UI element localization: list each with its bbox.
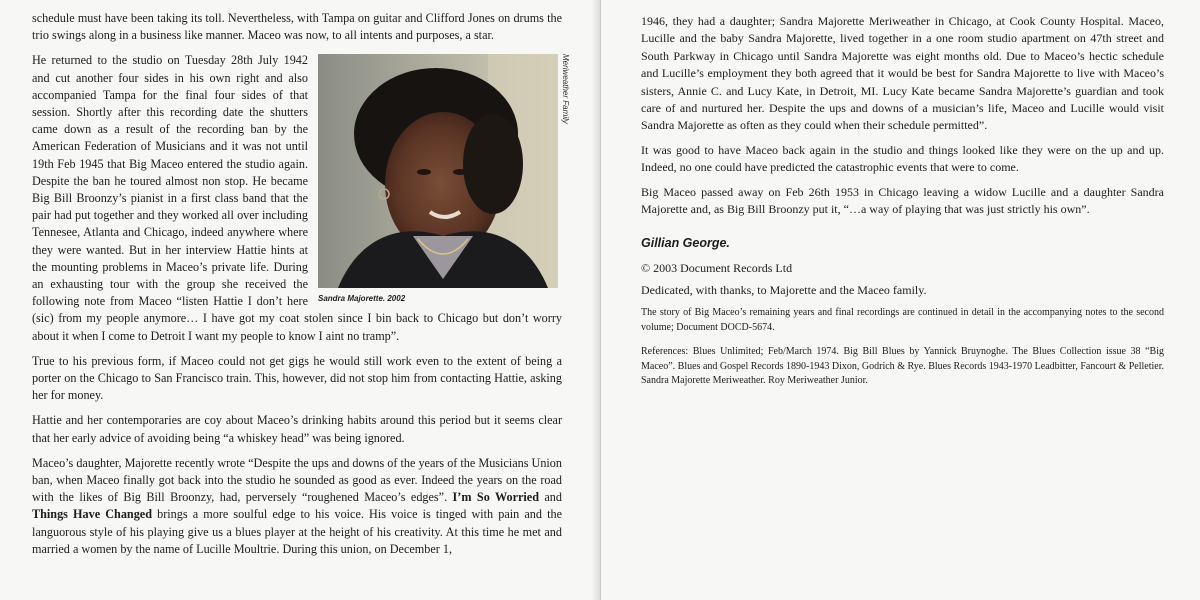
paragraph-1: schedule must have been taking its toll. Nevertheless, with Tampa on guitar and Clifford Jones on drums the trio swings along in a business like manner. Maceo was now, to all intents and purposes, a star.	[32, 11, 562, 43]
paragraph-3: Big Maceo passed away on Feb 26th 1953 in Chicago leaving a widow Lucille and a daughter Sandra Majorette and, as Big Bill Broonzy put it, “…a way of playing that was just strictly his own”.	[641, 184, 1164, 217]
paragraph-1: 1946, they had a daughter; Sandra Majorette Meriweather in Chicago, at Cook County Hospital. Maceo, Lucille and the baby Sandra Majorette, lived together in a one room studio apartment on 47th street and South Parkway in Chicago until Sandra Majorette was eight months old. Due to Maceo’s hectic schedule and Lucille’s employment they both agreed that it would be best for Sandra Majorette to live with Maceo’s sisters, Annie C. and Lucy Kate, in Detroit, MI. Lucy Kate became Sandra Majorette’s guardian and took care of and nurtured her. Despite the ups and downs of a musician’s life, Maceo and Lucille would visit Sandra Majorette as often as they could when their schedule permitted”.	[641, 14, 1164, 133]
photo-block	[318, 54, 572, 304]
copyright-line: © 2003 Document Records Ltd	[641, 261, 793, 276]
photo-caption: Sandra Majorette. 2002	[318, 294, 406, 304]
photo-credit: Meriweather Family	[561, 54, 570, 125]
song-title-1: I’m So Worried	[452, 490, 539, 505]
paragraph-2	[32, 52, 570, 344]
story-note: The story of Big Maceo’s remaining years and final recordings are continued in detail in the accompanying notes to the second volume; Document DOCD-5674.	[641, 307, 1164, 333]
dedication-line: Dedicated, with thanks, to Majorette and the Maceo family.	[641, 282, 927, 297]
author-signature: Gillian George.	[641, 236, 730, 251]
portrait-photo	[318, 54, 558, 288]
paragraph-5: Maceo’s daughter, Majorette recently wrote “Despite the ups and downs of the years of the Musicians Union ban, when Maceo finally got back into the studio he sounded as good as ever. Indeed the years on the road with the likes of Big Bill Broonzy, had, perversely “roughened Maceo’s edges”. I’m So Worried and Things Have Changed brings a more soulful edge to his voice. His voice is tinged with pain and the languorous style of his playing give us a blues player at the height of his creativity. At this time he met and married a women by the name of Lucille Moultrie. During this union, on December 1,	[32, 455, 562, 556]
portrait-image	[318, 54, 558, 288]
paragraph-2: It was good to have Maceo back again in the studio and things looked like they were on the up and up. Indeed, no one could have predicted the catastrophic events that were to come.	[641, 142, 1164, 175]
right-page	[601, 0, 1200, 600]
paragraph-4: Hattie and her contemporaries are coy about Maceo’s drinking habits around this period but it seems clear that her early advice of avoiding being “a whiskey head” was being ignored.	[32, 413, 562, 445]
paragraph-3: True to his previous form, if Maceo could not get gigs he would still work even to the extent of being a porter on the Chicago to San Francisco train. This, however, did not stop him from contacting Hattie, asking her for money.	[32, 353, 562, 403]
song-title-2: Things Have Changed	[32, 507, 152, 522]
paragraph-2-text: He returned to the studio on Tuesday 28th July 1942 and cut another four sides in his own right and also accompanied Tampa for the final four sides of that session. Shortly after this recording date the shutters came down as a result of the recording ban by the American Federation of Musicians and it was not until 19th Feb 1945 that Big Maceo entered the studio again. Despite the ban he toured almost non stop. He became Big Bill Broonzy’s pianist in a first class band that the pair had put together and they worked all over including Tennesee, Atlanta and Chicago, indeed anywhere where they were wanted. But in her interview Hattie hints at the mounting problems in Maceo’s private life. During an exhausting tour with the group she received the following note from Maceo “listen Hattie I don’t here (sic) from my people anymore… I have got my coat stolen since I bin back to Chicago but don’t worry about it when I come to Detroit I want my people to know I aint no tramp”.	[32, 53, 562, 343]
references: References: Blues Unlimited; Feb/March 1974. Big Bill Blues by Yannick Bruynoghe. The Blues Collection issue 38 “Big Maceo”. Blues and Gospel Records 1890-1943 Dixon, Godrich & Rye. Blues Records 1943-1970 Leadbitter, Fancourt & Pelletier. Sandra Majorette Meriweather. Roy Meriweather Junior.	[641, 346, 1164, 387]
